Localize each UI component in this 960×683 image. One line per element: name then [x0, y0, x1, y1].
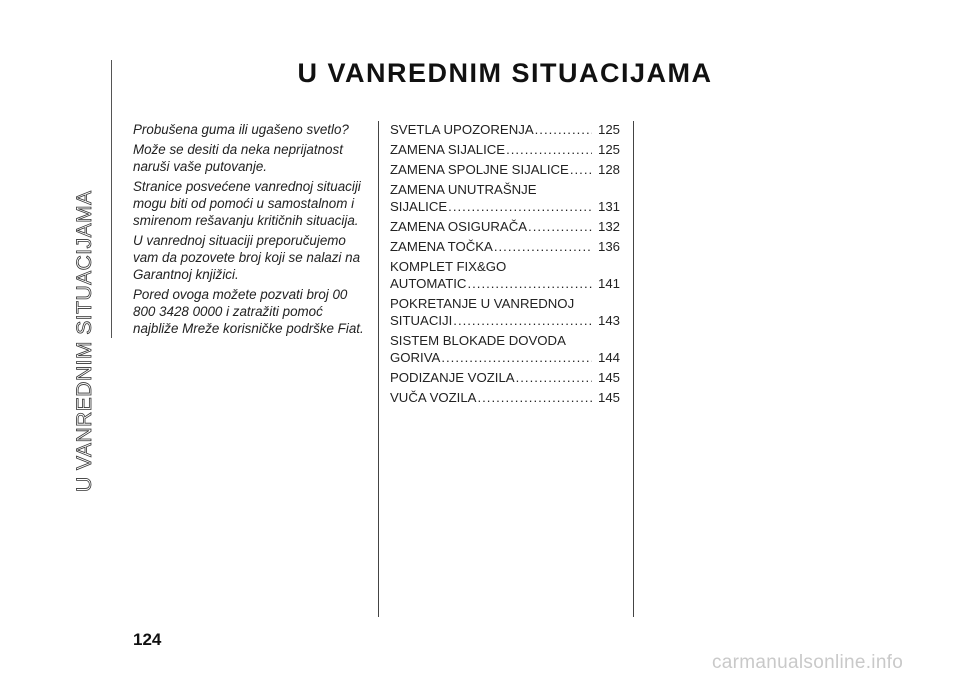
- intro-paragraph: Probušena guma ili ugašeno svetlo?: [133, 122, 349, 137]
- chapter-title: U VANREDNIM SITUACIJAMA: [297, 58, 713, 88]
- toc-leader-dots: [441, 349, 592, 366]
- toc-leader-dots: [453, 312, 592, 329]
- toc-entry[interactable]: [390, 332, 620, 366]
- toc-entry-title: SITUACIJI: [390, 313, 453, 328]
- side-rule: [111, 60, 112, 338]
- toc-page-number: 144: [597, 350, 620, 365]
- toc-entry-title: VUČA VOZILA: [390, 390, 477, 405]
- intro-text: [133, 121, 365, 340]
- toc-line: [390, 198, 620, 215]
- toc-line: [390, 161, 620, 178]
- toc-page-number: 128: [597, 162, 620, 177]
- toc-leader-dots: [516, 369, 592, 386]
- toc-page-number: 145: [597, 370, 620, 385]
- toc-page-number: 125: [597, 142, 620, 157]
- column-divider-right: [633, 121, 634, 617]
- toc-entry[interactable]: [390, 141, 620, 158]
- toc-entry-title: AUTOMATIC: [390, 276, 467, 291]
- intro-paragraph: U vanrednoj situaciji preporučujemo vam da pozovete broj koji se nalazi na Garantnoj knjižici.: [133, 233, 361, 282]
- toc-page-number: 145: [597, 390, 620, 405]
- page-number: 124: [133, 630, 162, 649]
- toc-page-number: 143: [597, 313, 620, 328]
- column-divider-left: [378, 121, 379, 617]
- toc-entry[interactable]: [390, 218, 620, 235]
- toc-entry[interactable]: [390, 295, 620, 329]
- toc-entry[interactable]: [390, 181, 620, 215]
- toc-entry-title: ZAMENA TOČKA: [390, 239, 493, 254]
- toc-line: [390, 181, 620, 198]
- toc-page-number: 136: [597, 239, 620, 254]
- toc-entry[interactable]: [390, 238, 620, 255]
- toc-leader-dots: [506, 141, 592, 158]
- toc-entry-title: ZAMENA UNUTRAŠNJE: [390, 182, 537, 197]
- toc-entry-title: ZAMENA SIJALICE: [390, 142, 506, 157]
- toc-entry-title: SVETLA UPOZORENJA: [390, 122, 534, 137]
- toc-entry[interactable]: [390, 389, 620, 406]
- toc-leader-dots: [477, 389, 592, 406]
- toc-line: [390, 258, 620, 275]
- toc-page-number: 131: [597, 199, 620, 214]
- toc-leader-dots: [535, 121, 592, 138]
- intro-paragraph: Pored ovoga možete pozvati broj 00 800 3428 0000 i zatražiti pomoć najbliže Mreže korisničke podrške Fiat.: [133, 287, 364, 336]
- toc-line: [390, 295, 620, 312]
- toc-line: [390, 275, 620, 292]
- toc-entry-title: KOMPLET FIX&GO: [390, 259, 507, 274]
- intro-paragraph: Stranice posvećene vanrednoj situaciji mogu biti od pomoći u samostalnom i smirenom rešavanju kritičnih situacija.: [133, 179, 361, 228]
- toc-line: [390, 141, 620, 158]
- toc-line: [390, 349, 620, 366]
- toc-line: [390, 121, 620, 138]
- toc-leader-dots: [570, 161, 592, 178]
- toc-leader-dots: [448, 198, 592, 215]
- toc-entry[interactable]: [390, 369, 620, 386]
- watermark: carmanualsonline.info: [712, 652, 904, 673]
- toc-line: [390, 369, 620, 386]
- toc-entry-title: ZAMENA OSIGURAČA: [390, 219, 528, 234]
- toc-entry-title: SIJALICE: [390, 199, 448, 214]
- toc-line: [390, 238, 620, 255]
- toc-line: [390, 389, 620, 406]
- toc-entry-title: GORIVA: [390, 350, 441, 365]
- toc-line: [390, 218, 620, 235]
- intro-paragraph: Može se desiti da neka neprijatnost naruši vaše putovanje.: [133, 142, 343, 174]
- toc-entry-title: ZAMENA SPOLJNE SIJALICE: [390, 162, 569, 177]
- toc-entry-title: SISTEM BLOKADE DOVODA: [390, 333, 566, 348]
- toc-entry-title: POKRETANJE U VANREDNOJ: [390, 296, 575, 311]
- toc-line: [390, 312, 620, 329]
- toc-entry-title: PODIZANJE VOZILA: [390, 370, 515, 385]
- toc-leader-dots: [494, 238, 592, 255]
- toc-line: [390, 332, 620, 349]
- toc-leader-dots: [467, 275, 592, 292]
- table-of-contents: [390, 121, 620, 409]
- toc-entry[interactable]: [390, 121, 620, 138]
- toc-entry[interactable]: [390, 161, 620, 178]
- toc-page-number: 132: [597, 219, 620, 234]
- side-chapter-title: U VANREDNIM SITUACIJAMA: [73, 190, 96, 492]
- toc-leader-dots: [528, 218, 592, 235]
- toc-page-number: 125: [597, 122, 620, 137]
- toc-entry[interactable]: [390, 258, 620, 292]
- toc-page-number: 141: [597, 276, 620, 291]
